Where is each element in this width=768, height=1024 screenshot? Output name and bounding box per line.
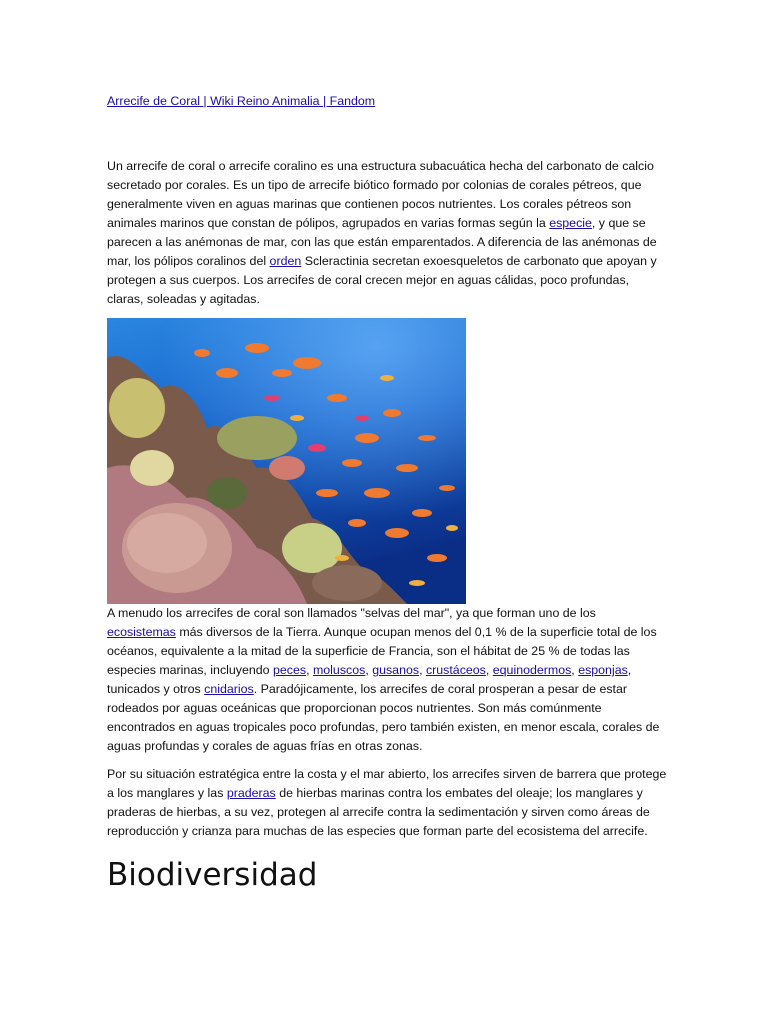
source-link[interactable]: Arrecife de Coral | Wiki Reino Animalia | Fandom [107,94,376,108]
link-esponjas[interactable]: esponjas [578,663,628,677]
coral-reef-photo [107,318,466,604]
link-especie[interactable]: especie [549,216,592,230]
document-body [107,92,667,914]
paragraph-selvas: A menudo los arrecifes de coral son llamados "selvas del mar", ya que forman uno de los ecosistemas más diversos de la Tierra. Aunque ocupan menos del 0,1 % de la superficie total de los océanos, equivalente a la mitad de la superficie de Francia, son el hábitat de 25 % de todas las especies marinas, incluyendo peces, moluscos, gusanos, crustáceos, equinodermos, esponjas, tunicados y otros cnidarios. Paradójicamente, los arrecifes de coral prosperan a pesar de estar rodeados por aguas oceánicas que proporcionan pocos nutrientes. Son más comúnmente encontrados en aguas tropicales poco profundas, pero también existen, en menor escala, corales de aguas profundas y corales de aguas frías en otras zonas. [107,606,660,753]
link-moluscos[interactable]: moluscos [312,663,366,677]
link-peces[interactable]: peces [273,663,307,677]
link-praderas[interactable]: praderas [226,786,276,800]
link-equinodermos[interactable]: equinodermos [492,663,572,677]
section-heading-biodiversidad: Biodiversidad [107,857,318,893]
link-crustaceos[interactable]: crustáceos [425,663,486,677]
paragraph-intro: Un arrecife de coral o arrecife coralino es una estructura subacuática hecha del carbonato de calcio secretado por corales. Es un tipo de arrecife biótico formado por colonias de corales pétreos, que generalmente viven en aguas marinas que contienen pocos nutrientes. Los corales pétreos son animales marinos que constan de pólipos, agrupados en varias formas según la especie, y que se parecen a las anémonas de mar, con las que están emparentados. A diferencia de las anémonas de mar, los pólipos coralinos del orden Scleractinia secretan exoesqueletos de carbonato que apoyan y protegen a sus cuerpos. Los arrecifes de coral crecen mejor en aguas cálidas, poco profundas, claras, soleadas y agitadas. [107,159,657,306]
link-cnidarios[interactable]: cnidarios [204,682,254,696]
link-gusanos[interactable]: gusanos [372,663,420,677]
link-orden[interactable]: orden [269,254,302,268]
paragraph-barrera: Por su situación estratégica entre la costa y el mar abierto, los arrecifes sirven de barrera que protege a los manglares y las praderas de hierbas marinas contra los embates del oleaje; los manglares y praderas de hierbas, a su vez, protegen al arrecife contra la sedimentación y sirven como áreas de reproducción y crianza para muchas de las especies que forman parte del ecosistema del arrecife. [107,767,667,838]
link-ecosistemas[interactable]: ecosistemas [107,625,176,639]
